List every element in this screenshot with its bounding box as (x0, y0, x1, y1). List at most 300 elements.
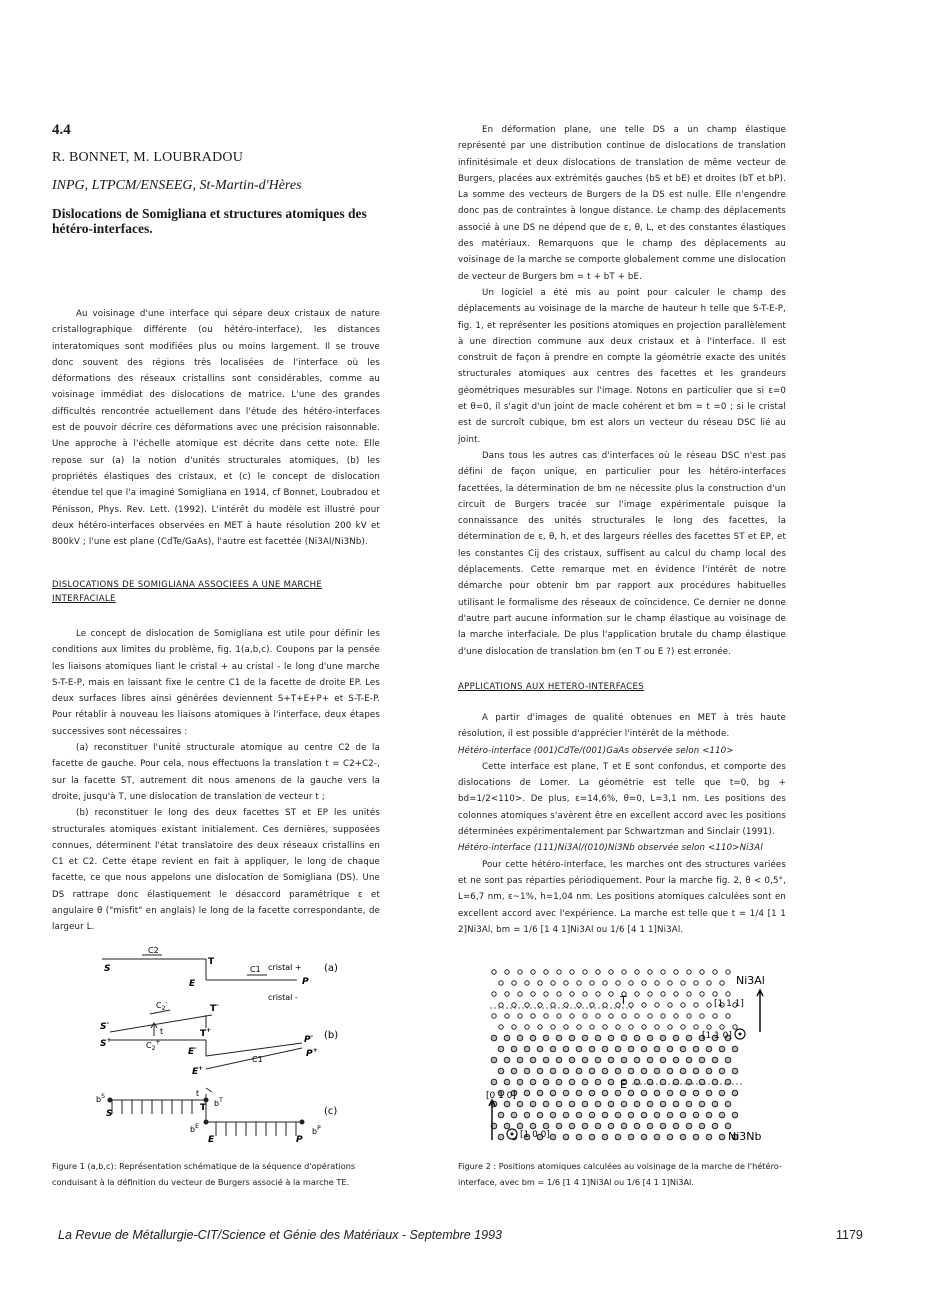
fig2-atom (706, 1068, 712, 1074)
fig2-atom (603, 981, 607, 985)
fig2-atom (642, 1003, 646, 1007)
fig1b-C2-plus: $C_2^+$ (146, 1039, 161, 1052)
page-number: 1179 (836, 1228, 863, 1242)
fig2-atom (583, 970, 587, 974)
fig2-atom (712, 1057, 718, 1063)
fig2-atom (641, 1134, 647, 1140)
fig2-atom (543, 1079, 549, 1085)
fig2-atom (693, 1134, 699, 1140)
fig2-atom (660, 1123, 666, 1129)
fig2-atom (595, 1123, 601, 1129)
fig2-atom (634, 1101, 640, 1107)
fig2-atom (634, 1123, 640, 1129)
fig2-atom (647, 1123, 653, 1129)
right-paragraph-4-italic: Hétéro-interface (001)CdTe/(001)GaAs observée selon <110> (458, 745, 734, 756)
fig2-atom (582, 1123, 588, 1129)
fig2-atom (525, 1025, 529, 1029)
fig2-atom (511, 1046, 517, 1052)
fig2-atom (693, 1090, 699, 1096)
fig2-atom (634, 1035, 640, 1041)
fig2-atom (582, 1079, 588, 1085)
fig2-atom (563, 1090, 569, 1096)
fig2-atom (608, 1101, 614, 1107)
fig2-atom (590, 1025, 594, 1029)
paragraph-1: Le concept de dislocation de Somigliana est utile pour définir les conditions aux limites du problème, fig. 1(a,b,c). Coupons par la pensée les liaisons atomiques liant le cristal + au cristal - le long d'une marche S-T-E-P, mais en laissant fixe le centre C1 de la facette de droite EP. Les deux surfaces libres ainsi générées deviennent S+T+E+P+ et S-T-E-P. Pour rétablir à nouveau les liaisons atomiques à l'interface, deux étapes successives sont nécessaires : (52, 629, 380, 737)
fig2-atom (615, 1090, 621, 1096)
fig2-atom (576, 1112, 582, 1118)
fig2-atom (719, 1068, 725, 1074)
fig2-atom (648, 970, 652, 974)
fig2-atom (655, 1003, 659, 1007)
fig2-atom (537, 1068, 543, 1074)
figure-2-atomic-positions (482, 962, 782, 1152)
fig2-atom (667, 1046, 673, 1052)
fig2-atom (602, 1046, 608, 1052)
fig2-label-ni3al: Ni3Al (736, 974, 765, 987)
fig2-atom (543, 1101, 549, 1107)
fig2-atom (608, 1079, 614, 1085)
fig2-atom (694, 1003, 698, 1007)
fig2-atom (725, 1101, 731, 1107)
fig2-atom (570, 1014, 574, 1018)
fig2-atom (732, 1046, 738, 1052)
fig2-atom (556, 1079, 562, 1085)
fig2-atom (628, 1068, 634, 1074)
fig1a-C2: C2 (148, 946, 159, 955)
fig2-atom (642, 1025, 646, 1029)
fig2-atom (609, 970, 613, 974)
fig2-atom (655, 1025, 659, 1029)
fig2-atom (673, 1035, 679, 1041)
fig2-atom (719, 1134, 725, 1140)
left-intro-block (52, 306, 380, 550)
fig2-atom (505, 970, 509, 974)
fig2-atom (582, 1035, 588, 1041)
fig1a-S: S (104, 964, 111, 974)
fig2-atom (660, 1035, 666, 1041)
fig2-atom (543, 1123, 549, 1129)
fig2-atom (725, 1057, 731, 1063)
fig2-atom (504, 1101, 510, 1107)
fig2-atom (564, 1003, 568, 1007)
right-paragraph-5-italic: Hétéro-interface (111)Ni3Al/(010)Ni3Nb observée selon <110>Ni3Al (458, 843, 763, 854)
right-paragraph-4: A partir d'images de qualité obtenues en MET à très haute résolution, il est possible d'apprécier l'intérêt de la méthode. (458, 713, 786, 740)
fig2-atom (492, 992, 496, 996)
fig2-label-110: [1 1 0] (702, 1031, 732, 1041)
fig2-atom (499, 1003, 503, 1007)
fig1c-bP: $b^P$ (312, 1125, 321, 1136)
fig2-atom (498, 1134, 504, 1140)
fig2-atom (641, 1046, 647, 1052)
fig1b-S-plus: S+ (100, 1037, 112, 1049)
fig2-atom (557, 970, 561, 974)
fig2-atom (634, 1057, 640, 1063)
fig1b-P-plus: P+ (306, 1047, 318, 1059)
fig2-atom (674, 992, 678, 996)
fig2-atom (492, 970, 496, 974)
fig2-atom (577, 1003, 581, 1007)
fig1c-dot-T (204, 1098, 209, 1103)
fig2-label-100: [1 0 0] (520, 1130, 550, 1140)
fig2-atom (712, 1123, 718, 1129)
fig2-atom (505, 1014, 509, 1018)
fig1c-t: t (196, 1089, 200, 1098)
fig2-atom (686, 1101, 692, 1107)
fig2-atom (537, 1112, 543, 1118)
fig2-atom (595, 1057, 601, 1063)
fig2-atom (589, 1112, 595, 1118)
fig1a-cristal-plus: cristal + (268, 963, 302, 972)
right-paragraph-5: Cette interface est plane, T et E sont confondus, et comporte des dislocations de Lomer. La géométrie est telle que t=0, bg + bd=1/2<110>. De plus, ε=14,6%, θ=0, L=3,1 nm. Les positions des colonnes atomiques s'avèrent être en excellent accord avec les positions déterminées expérimentalement par Schwartzman and Sinclair (1991). (458, 761, 786, 838)
fig2-label-ni3nb: Ni3Nb (728, 1130, 762, 1143)
fig2-atom (726, 1014, 730, 1018)
fig2-atom (564, 981, 568, 985)
fig2-atom (713, 992, 717, 996)
fig2-atom (538, 1003, 542, 1007)
fig2-atom (647, 1101, 653, 1107)
fig2-atom (576, 1046, 582, 1052)
fig2-atom (726, 970, 730, 974)
fig2-atom (680, 1134, 686, 1140)
fig2-atom (550, 1090, 556, 1096)
fig2-atom (537, 1090, 543, 1096)
fig2-atom (654, 1112, 660, 1118)
fig2-atom (524, 1046, 530, 1052)
fig1a-T: T (208, 957, 215, 967)
fig2-atom (595, 1035, 601, 1041)
fig2-atom (628, 1134, 634, 1140)
fig2-atom (517, 1057, 523, 1063)
fig2-atom (518, 1014, 522, 1018)
fig2-atom (661, 1014, 665, 1018)
fig2-atom (655, 981, 659, 985)
fig2-atom (673, 1123, 679, 1129)
fig2-atom (602, 1090, 608, 1096)
fig2-atom (720, 981, 724, 985)
fig2-atom (517, 1079, 523, 1085)
fig2-atom (732, 1112, 738, 1118)
fig2-atom (577, 1025, 581, 1029)
fig2-atom (563, 1046, 569, 1052)
journal-footer: La Revue de Métallurgie-CIT/Science et Génie des Matériaux - Septembre 1993 (58, 1228, 502, 1242)
fig2-atom (668, 1003, 672, 1007)
fig2-atom (491, 1035, 497, 1041)
fig2-atom (576, 1134, 582, 1140)
fig2-atom (590, 981, 594, 985)
fig2-atom (635, 1014, 639, 1018)
fig2-atom (569, 1079, 575, 1085)
fig2-atom (530, 1035, 536, 1041)
fig2-atom (608, 1123, 614, 1129)
fig2-atom (667, 1112, 673, 1118)
fig2-atom (524, 1112, 530, 1118)
fig2-atom (538, 1025, 542, 1029)
fig2-atom (713, 1014, 717, 1018)
fig2-atom (628, 1090, 634, 1096)
fig2-atom (642, 981, 646, 985)
fig2-atom (628, 1112, 634, 1118)
section-heading-applications: APPLICATIONS AUX HETERO-INTERFACES (458, 682, 644, 692)
fig1c-T: T (200, 1103, 207, 1113)
fig2-atom (570, 992, 574, 996)
fig2-atom (686, 1035, 692, 1041)
fig2-atom (602, 1134, 608, 1140)
fig1c-dot-S (108, 1098, 113, 1103)
fig2-atom (621, 1057, 627, 1063)
fig2-atom (674, 1014, 678, 1018)
fig2-atom (615, 1046, 621, 1052)
fig2-atom (680, 1112, 686, 1118)
fig2-atom (660, 1101, 666, 1107)
fig2-atom (674, 970, 678, 974)
fig2-atom (491, 1079, 497, 1085)
fig1b-E-minus: E- (188, 1045, 197, 1057)
fig1b-T-plus: T+ (200, 1027, 212, 1039)
fig2-atom (505, 992, 509, 996)
fig2-atom (699, 1057, 705, 1063)
right-paragraph-1: En déformation plane, une telle DS a un champ élastique représenté par une distribution continue de dislocations de translation infinitésimale et deux dislocations de translation de même vecteur de Burgers, placées aux extrémités gauches (bS et bE) et droites (bT et bP). La somme des vecteurs de Burgers de la DS est nulle. Elle n'engendre donc pas de contraintes à longue distance. Le champ des déplacements associé à une DS ne dépend que de ε, θ, L, et des constantes élastiques des matériaux. Remarquons que le champ des déplacements au voisinage de la marche se comporte globalement comme une dislocation de vecteur de Burgers bm = t + bT + bE. (458, 125, 786, 282)
fig2-atom (687, 970, 691, 974)
fig2-atom (543, 1035, 549, 1041)
fig2-atom (609, 992, 613, 996)
fig2-atom (706, 1046, 712, 1052)
fig2-atom (660, 1057, 666, 1063)
fig2-atom (595, 1101, 601, 1107)
fig2-atom (569, 1101, 575, 1107)
right-body-block (458, 122, 786, 660)
fig2-atom (733, 1025, 737, 1029)
fig2-atom (564, 1025, 568, 1029)
fig2-atom (687, 1014, 691, 1018)
fig2-atom (531, 970, 535, 974)
fig2-atom (654, 1090, 660, 1096)
fig2-atom (498, 1112, 504, 1118)
figure-2-caption: Figure 2 : Positions atomiques calculées au voisinage de la marche de l'hétéro-interface, avec bm = 1/6 [1 4 1]Ni3Al ou 1/6 [4 1 1]Ni3Al. (458, 1161, 782, 1187)
fig2-atom (681, 981, 685, 985)
fig2-atom (589, 1134, 595, 1140)
fig2-atom (615, 1112, 621, 1118)
fig2-atom (583, 992, 587, 996)
fig1b-T-minus: T- (210, 1002, 219, 1014)
fig2-atom (531, 1014, 535, 1018)
fig2-atom (512, 981, 516, 985)
fig2-atom (538, 981, 542, 985)
fig2-atom (491, 1057, 497, 1063)
fig1a-C1: C1 (250, 965, 261, 974)
fig2-atom (512, 1003, 516, 1007)
fig2-atom (595, 1079, 601, 1085)
fig2-atom (569, 1123, 575, 1129)
fig2-atom (693, 1046, 699, 1052)
fig1a-P: P (302, 977, 309, 987)
fig2-atom (582, 1101, 588, 1107)
fig2-atom (589, 1090, 595, 1096)
fig1c-bE: $b^E$ (190, 1123, 199, 1134)
authors: R. BONNET, M. LOUBRADOU (52, 150, 244, 165)
fig2-atom (492, 1014, 496, 1018)
fig2-atom (707, 1025, 711, 1029)
fig2-atom (706, 1112, 712, 1118)
fig1c-bT: $b^T$ (214, 1097, 223, 1108)
fig2-atom (570, 970, 574, 974)
fig2-atom (498, 1068, 504, 1074)
fig1c-dot-E (204, 1120, 209, 1125)
fig1c-bS: $b^S$ (96, 1093, 105, 1104)
fig1a-E: E (189, 979, 196, 989)
fig2-atom (589, 1046, 595, 1052)
fig2-atom (556, 1057, 562, 1063)
fig2-atom (499, 1025, 503, 1029)
fig2-atom (530, 1101, 536, 1107)
fig2-atom (590, 1003, 594, 1007)
fig2-atom (556, 1035, 562, 1041)
fig2-atom (504, 1057, 510, 1063)
fig2-atom (603, 1025, 607, 1029)
fig2-atom (667, 1134, 673, 1140)
fig1b-C2-minus: $C_2^-$ (156, 999, 168, 1012)
fig2-atom (517, 1035, 523, 1041)
fig2-label-111: [1 1 1] (714, 999, 744, 1009)
fig2-atom (569, 1035, 575, 1041)
fig2-atom (556, 1101, 562, 1107)
fig2-atom (700, 992, 704, 996)
fig2-atom (706, 1134, 712, 1140)
fig2-atom (629, 1003, 633, 1007)
fig2-atom (641, 1068, 647, 1074)
fig2-atom (681, 1025, 685, 1029)
fig2-atom (616, 1025, 620, 1029)
left-body-block (52, 626, 380, 936)
fig1b-P-minus: P- (304, 1033, 314, 1045)
fig2-atom (556, 1123, 562, 1129)
fig2-atom (680, 1068, 686, 1074)
fig2-atom (563, 1112, 569, 1118)
fig2-atom (550, 1134, 556, 1140)
fig2-atom (525, 981, 529, 985)
fig2-atom (551, 981, 555, 985)
fig2-atom (668, 981, 672, 985)
fig2-atom (694, 1025, 698, 1029)
fig2-atom (654, 1068, 660, 1074)
fig1b-S-minus: S- (100, 1020, 109, 1032)
fig2-atom (602, 1068, 608, 1074)
fig2-atom (720, 1025, 724, 1029)
fig2-atom (524, 1068, 530, 1074)
right-paragraph-6: Pour cette hétéro-interface, les marches ont des structures variées et ne sont pas réparties périodiquement. Pour la marche fig. 2, θ < 0,5°, L=6,7 nm, ε~1%, h=1,04 nm. Les positions atomiques calculées sont en excellent accord avec l'expérience. La marche est telle que t = 1/4 [1 1 2]Ni3Al, bm = 1/6 [1 4 1]Ni3Al ou 1/6 [4 1 1]Ni3Al. (458, 859, 786, 935)
fig2-atom (629, 981, 633, 985)
fig1-label-b: (b) (324, 1030, 339, 1041)
fig2-atom (544, 1014, 548, 1018)
figure-1-schematic (92, 944, 382, 1149)
fig2-atom (654, 1134, 660, 1140)
fig1c-E: E (208, 1135, 215, 1145)
fig2-atom (654, 1046, 660, 1052)
affiliation: INPG, LTPCM/ENSEEG, St-Martin-d'Hères (52, 178, 302, 193)
fig2-atom (596, 992, 600, 996)
fig2-atom (608, 1057, 614, 1063)
fig2-atom (550, 1068, 556, 1074)
fig2-atom (641, 1112, 647, 1118)
fig2-atom (686, 1057, 692, 1063)
fig2-atom (693, 1112, 699, 1118)
fig2-atom (544, 970, 548, 974)
fig2-atom (615, 1134, 621, 1140)
fig2-atom (499, 981, 503, 985)
fig2-atom (707, 1003, 711, 1007)
fig2-atom (622, 1014, 626, 1018)
fig1b-C1: C1 (252, 1055, 263, 1064)
fig2-atom (647, 1057, 653, 1063)
fig2-atom (563, 1134, 569, 1140)
fig1-label-a: (a) (324, 963, 338, 974)
fig2-atom (498, 1046, 504, 1052)
fig2-atom (608, 1035, 614, 1041)
fig1c-S: S (106, 1109, 113, 1119)
fig2-atom (582, 1057, 588, 1063)
fig2-atom (530, 1123, 536, 1129)
right-applications-block (458, 710, 786, 938)
fig2-atom (563, 1068, 569, 1074)
fig2-atom (667, 1068, 673, 1074)
fig2-atom (680, 1090, 686, 1096)
fig2-atom (713, 970, 717, 974)
paragraph-2: (a) reconstituer l'unité structurale atomique au centre C2 de la facette de gauche. Pour cela, nous effectuons la translation t = C2+C2-, sur la facette ST, autrement dit nous amenons de la gauche vers la droite, jusqu'à T, une dislocation de translation de vecteur t ; (52, 743, 380, 802)
section-number: 4.4 (52, 122, 71, 138)
fig2-atom (712, 1101, 718, 1107)
fig2-atom (668, 1025, 672, 1029)
fig2-atom (577, 981, 581, 985)
article-title: Dislocations de Somigliana et structures atomiques des hétéro-interfaces. (52, 206, 367, 236)
fig2-atom (673, 1057, 679, 1063)
fig2-atom (621, 1123, 627, 1129)
fig2-atom (647, 1035, 653, 1041)
fig2-atom (576, 1068, 582, 1074)
fig2-atom (512, 1025, 516, 1029)
fig2-atom (596, 970, 600, 974)
fig1b-t: t (160, 1027, 164, 1036)
fig2-atom (517, 1123, 523, 1129)
fig2-atom (557, 1014, 561, 1018)
fig2-atom (621, 1101, 627, 1107)
fig2-atom (693, 1068, 699, 1074)
fig2-atom (719, 1112, 725, 1118)
fig2-atom (589, 1068, 595, 1074)
fig2-atom (583, 1014, 587, 1018)
fig2-atom-lattice (491, 970, 738, 1140)
fig2-atom (602, 1112, 608, 1118)
fig2-atom (726, 992, 730, 996)
fig2-atom (700, 1014, 704, 1018)
fig2-atom (635, 992, 639, 996)
fig2-atom (525, 1003, 529, 1007)
intro-paragraph: Au voisinage d'une interface qui sépare deux cristaux de nature cristallographique différente (ou hétéro-interface), les distances interatomiques sont modifiées plus ou moins largement. Il se trouve donc souvent des régions très localisées de l'interface où les déformations des réseaux cristallins sont considérables, comme au voisinage immédiat des dislocations de matrice. L'une des grandes difficultés rencontrée actuellement dans l'étude des hétéro-interfaces est de pouvoir décrire ces déformations avec une précision raisonnable. Une approche à l'échelle atomique est décrite dans cette note. Elle repose sur (a) la notion d'unités structurales atomiques, (b) les propriétés élastiques des cristaux, et (c) le concept de dislocation étendue tel que l'a imaginé Somigliana en 1914, cf Bonnet, Loubradou et Pénisson, Phys. Rev. Lett. (1992). L'intérêt du modèle est illustré pour deux hétéro-interfaces observées en MET à haute résolution 200 kV et 800kV ; l'une est plane (CdTe/GaAs), l'autre est facettée (Ni3Al/Ni3Nb). (52, 309, 380, 548)
fig2-atom (531, 992, 535, 996)
fig1c-dot-P (300, 1120, 305, 1125)
fig2-atom (550, 1112, 556, 1118)
right-paragraph-2: Un logiciel a été mis au point pour calculer le champ des déplacements au voisinage de la marche de hauteur h telle que S-T-E-P, fig. 1, et représenter les positions atomiques en projection parallèlement à une direction commune aux deux cristaux et à l'interface. Il est construit de façon à prendre en compte la géométrie exacte des unités structurales atomiques aux centres des facettes et les grandeurs géométriques mesurables sur l'image. Notons en particulier que si ε=0 et θ=0, il s'agit d'un joint de macle cohérent et bm = t =0 ; si le cristal est de surcroît cubique, bm est alors un vecteur du réseau DSC lié au joint. (458, 287, 786, 445)
fig2-atom (687, 992, 691, 996)
fig2-atom (550, 1046, 556, 1052)
fig1c-P: P (296, 1135, 303, 1145)
figure-1-caption: Figure 1 (a,b,c): Représentation schématique de la séquence d'opérations conduisant à la définition du vecteur de Burgers associé à la marche TE. (52, 1161, 356, 1187)
fig1-label-c: (c) (324, 1106, 338, 1117)
fig2-atom (511, 1112, 517, 1118)
fig2-atom (706, 1090, 712, 1096)
fig1b-E-plus: E+ (192, 1065, 204, 1077)
fig2-atom (557, 992, 561, 996)
fig2-atom (544, 992, 548, 996)
fig2-atom (686, 1123, 692, 1129)
